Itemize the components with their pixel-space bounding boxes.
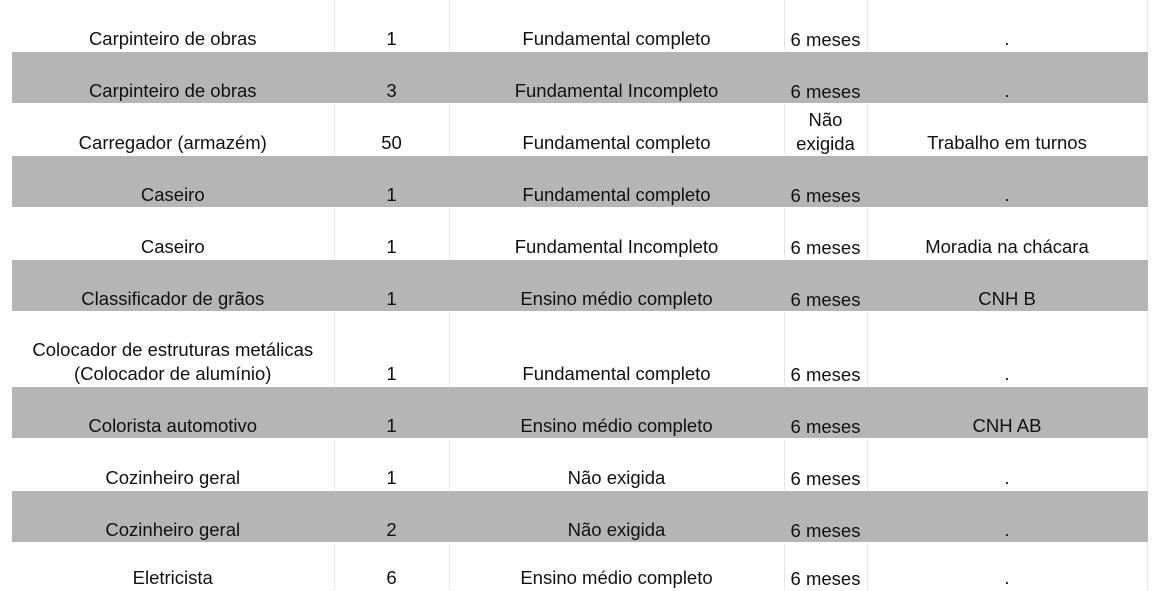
experience-cell[interactable]: 6 meses [784,156,867,208]
job-title-cell[interactable]: Carpinteiro de obras [12,52,334,104]
education-cell[interactable]: Fundamental Incompleto [449,208,784,260]
table-row [12,52,1162,104]
job-title-cell[interactable]: Caseiro [12,156,334,208]
table-row [12,491,1162,543]
empty-cell[interactable] [1147,208,1162,260]
job-title-cell[interactable]: Cozinheiro geral [12,439,334,491]
job-title-cell[interactable]: Classificador de grãos [12,260,334,312]
table-row [12,387,1162,439]
education-cell[interactable]: Não exigida [449,491,784,543]
job-title-cell[interactable]: Caseiro [12,208,334,260]
education-cell[interactable]: Fundamental Incompleto [449,52,784,104]
empty-cell[interactable] [1147,260,1162,312]
education-cell[interactable]: Fundamental completo [449,312,784,387]
empty-cell[interactable] [1147,0,1162,52]
quantity-cell[interactable]: 1 [334,387,449,439]
experience-cell[interactable]: 6 meses [784,260,867,312]
table-row [12,260,1162,312]
notes-cell[interactable]: CNH B [867,260,1147,312]
quantity-cell[interactable]: 50 [334,104,449,156]
notes-cell[interactable]: . [867,491,1147,543]
table-row [12,104,1162,156]
job-title-cell[interactable]: Eletricista [12,543,334,591]
education-cell[interactable]: Fundamental completo [449,0,784,52]
empty-cell[interactable] [1147,439,1162,491]
quantity-cell[interactable]: 1 [334,439,449,491]
table-row [12,0,1162,52]
quantity-cell[interactable]: 1 [334,260,449,312]
empty-cell[interactable] [1147,387,1162,439]
notes-cell[interactable]: CNH AB [867,387,1147,439]
notes-cell[interactable]: Moradia na chácara [867,208,1147,260]
education-cell[interactable]: Ensino médio completo [449,543,784,591]
job-title-cell[interactable]: Colorista automotivo [12,387,334,439]
quantity-cell[interactable]: 1 [334,0,449,52]
quantity-cell[interactable]: 1 [334,312,449,387]
empty-cell[interactable] [1147,156,1162,208]
job-title-cell[interactable]: Carpinteiro de obras [12,0,334,52]
education-cell[interactable]: Fundamental completo [449,156,784,208]
job-title-cell[interactable]: Carregador (armazém) [12,104,334,156]
experience-cell[interactable]: 6 meses [784,439,867,491]
job-title-cell[interactable]: Colocador de estruturas metálicas (Colocador de alumínio) [12,312,334,387]
education-cell[interactable]: Fundamental completo [449,104,784,156]
notes-cell[interactable]: . [867,52,1147,104]
empty-cell[interactable] [1147,312,1162,387]
quantity-cell[interactable]: 2 [334,491,449,543]
empty-cell[interactable] [1147,491,1162,543]
experience-cell[interactable]: 6 meses [784,491,867,543]
notes-cell[interactable]: . [867,439,1147,491]
notes-cell[interactable]: . [867,156,1147,208]
education-cell[interactable]: Ensino médio completo [449,387,784,439]
empty-cell[interactable] [1147,104,1162,156]
experience-cell[interactable]: 6 meses [784,0,867,52]
table-row [12,439,1162,491]
notes-cell[interactable]: . [867,543,1147,591]
notes-cell[interactable]: . [867,312,1147,387]
quantity-cell[interactable]: 1 [334,208,449,260]
empty-cell[interactable] [1147,52,1162,104]
notes-cell[interactable]: . [867,0,1147,52]
job-listings-table [12,0,1162,591]
experience-cell[interactable]: 6 meses [784,387,867,439]
quantity-cell[interactable]: 6 [334,543,449,591]
job-title-cell[interactable]: Cozinheiro geral [12,491,334,543]
experience-cell[interactable]: 6 meses [784,543,867,591]
education-cell[interactable]: Não exigida [449,439,784,491]
education-cell[interactable]: Ensino médio completo [449,260,784,312]
notes-cell[interactable]: Trabalho em turnos [867,104,1147,156]
experience-cell[interactable]: 6 meses [784,208,867,260]
table-row [12,156,1162,208]
experience-cell[interactable]: 6 meses [784,52,867,104]
table-row [12,208,1162,260]
table-row [12,312,1162,387]
experience-cell[interactable]: 6 meses [784,312,867,387]
empty-cell[interactable] [1147,543,1162,591]
quantity-cell[interactable]: 3 [334,52,449,104]
quantity-cell[interactable]: 1 [334,156,449,208]
experience-cell[interactable]: Não exigida [784,104,867,156]
table-row [12,543,1162,591]
